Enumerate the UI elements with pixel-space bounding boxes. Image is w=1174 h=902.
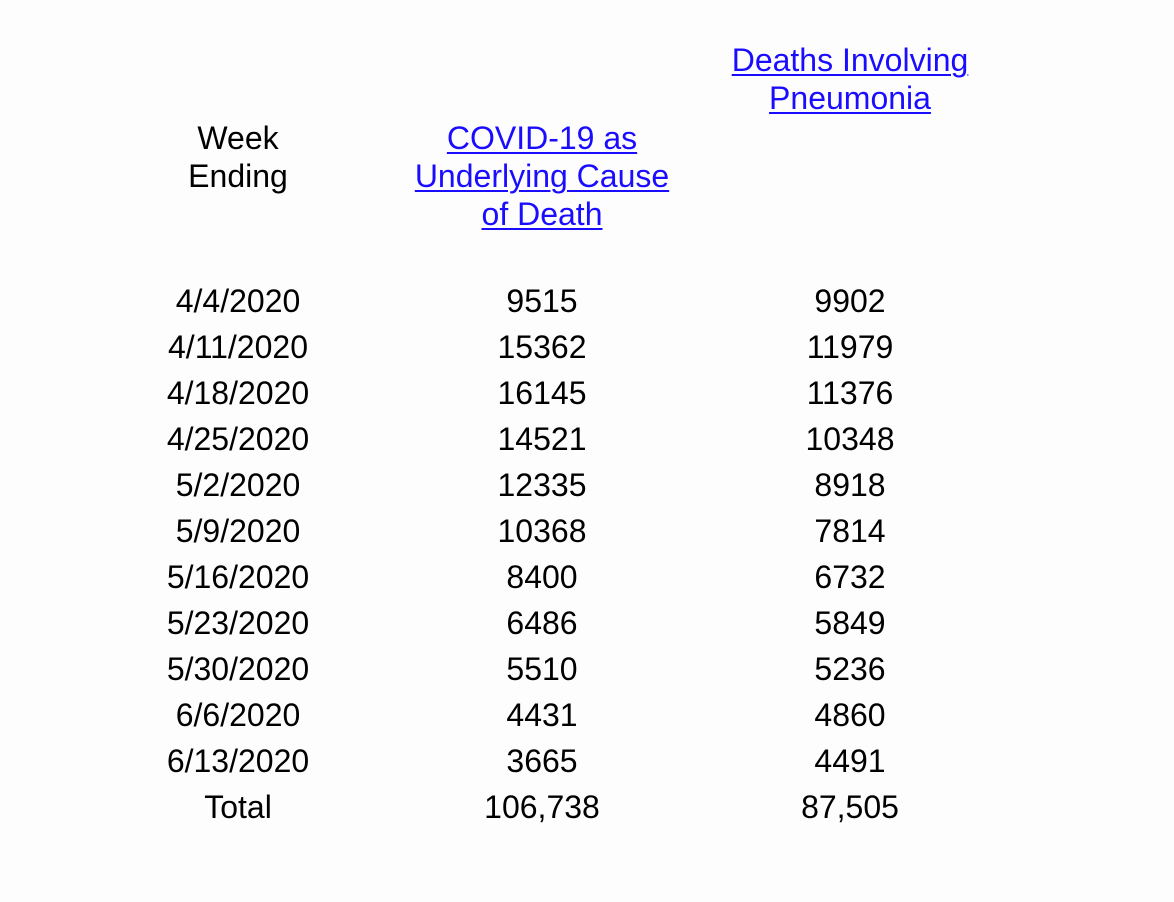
total-label: Total <box>204 789 272 825</box>
pneumonia-cell: 4860 <box>814 697 886 733</box>
covid-cell: 5510 <box>506 651 578 687</box>
pneumonia-cell: 11979 <box>806 329 894 365</box>
covid-cell: 8400 <box>506 559 578 595</box>
week-cell: 5/9/2020 <box>175 513 301 549</box>
covid-cell: 4431 <box>506 697 578 733</box>
header-line: Week <box>197 120 279 156</box>
pneumonia-cell: 10348 <box>805 421 895 457</box>
covid-cell: 14521 <box>497 421 587 457</box>
pneumonia-header <box>700 41 1000 117</box>
pneumonia-cell: 5236 <box>814 651 886 687</box>
pneumonia-cell: 9902 <box>814 283 886 319</box>
week-cell: 5/16/2020 <box>166 559 310 595</box>
week-cell: 5/2/2020 <box>175 467 301 503</box>
covid-cell: 3665 <box>506 743 578 779</box>
covid-cell: 12335 <box>497 467 587 503</box>
week-cell: 6/13/2020 <box>166 743 310 779</box>
week-cell: 4/4/2020 <box>175 283 301 319</box>
covid-cell: 10368 <box>497 513 587 549</box>
covid-header-link[interactable] <box>392 119 692 233</box>
week-cell: 5/30/2020 <box>166 651 310 687</box>
week-ending-header <box>118 119 358 195</box>
header-link-line[interactable]: COVID-19 as <box>446 120 638 156</box>
week-cell: 4/25/2020 <box>166 421 310 457</box>
week-cell: 5/23/2020 <box>166 605 310 641</box>
covid-deaths-column <box>392 281 692 833</box>
pneumonia-cell: 8918 <box>814 467 886 503</box>
pneumonia-total: 87,505 <box>801 789 899 825</box>
covid-total: 106,738 <box>484 789 600 825</box>
week-cell: 4/18/2020 <box>166 375 310 411</box>
pneumonia-cell: 7814 <box>814 513 886 549</box>
header-link-line[interactable]: Underlying Cause <box>414 158 670 194</box>
header-line: Ending <box>188 158 288 194</box>
week-cell: 6/6/2020 <box>175 697 301 733</box>
pneumonia-header-link[interactable] <box>700 41 1000 117</box>
covid-cell: 9515 <box>506 283 578 319</box>
header-link-line[interactable]: Deaths Involving <box>731 42 969 78</box>
week-ending-column <box>118 281 358 833</box>
pneumonia-cell: 5849 <box>814 605 886 641</box>
covid-cell: 15362 <box>497 329 587 365</box>
header-link-line[interactable]: of Death <box>481 196 603 232</box>
header-link-line[interactable]: Pneumonia <box>769 80 931 116</box>
covid-cell: 6486 <box>506 605 578 641</box>
covid-header <box>392 119 692 233</box>
pneumonia-cell: 11376 <box>806 375 894 411</box>
pneumonia-cell: 6732 <box>814 559 886 595</box>
week-cell: 4/11/2020 <box>168 329 308 365</box>
pneumonia-deaths-column <box>700 281 1000 833</box>
pneumonia-cell: 4491 <box>814 743 886 779</box>
covid-cell: 16145 <box>497 375 587 411</box>
